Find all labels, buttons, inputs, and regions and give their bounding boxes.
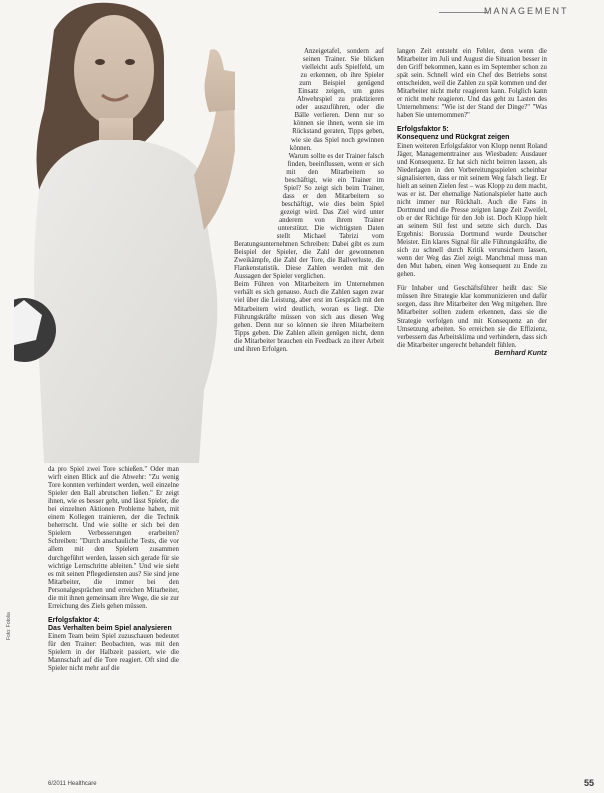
subheading-label: Erfolgsfaktor 5: <box>397 126 449 134</box>
paragraph: da pro Spiel zwei Tore schießen." Oder man wirft einen Blick auf die Abwehr: "Zu wenig Tore konnten verhindert werden, weil einzelne Spieler den Ball abrutschen ließen." Er zeigt ihnen, wie es besser geht, und lässt Spieler, die bei einzelnen Aktionen Probleme haben, mit einem Kollegen trainieren, der die Technik beherrscht. Und wie sollte er sich bei den Spielern Verbesserungen erarbeiten? Schreiben: "Durch anschauliche Tests, die vor allem mit den Spielern zusammen durchgeführt werden, lassen sich gerade für sie wichtige Lernschritte ableiten." Und wie sieht es mit seinen Pflegediensten aus? Sie sind jene Mitarbeiter, die immer bei den Personalgesprächen und erreichen Mitarbeiter, die mit ihnen gemeinsam ihre Wege, die sie zur Erreichung des Ziels gehen müssen. <box>48 466 179 610</box>
subheading-label: Erfolgsfaktor 4: <box>48 616 100 624</box>
woman-thumbs-up-photo <box>14 0 235 463</box>
subheading: Das Verhalten beim Spiel analysieren <box>48 624 172 632</box>
paragraph: Warum sollte es der Trainer falsch finden, beeinflussen, wenn er sich mit den Mitarbeitern so beschäftigt, wie ein Trainer im Spiel? So zeigt sich beim Trainer, dass er den Mitarbeitern so beschäftigt, wie dies beim Spiel gezeigt wird. Das Ziel wird unter anderem von ihrem Trainer unterstützt. Die wichtigsten Daten stellt Michael Tabrizi vom Beratungsunternehmen Schreiben: Dabei gibt es zum Beispiel der Spieler, die Zahl der gewonnenen Zweikämpfe, die Zahl der Tore, die Ballverluste, die Flankenstatistik. Diese Zahlen werden mit den Aussagen der Spieler verglichen. <box>234 152 384 281</box>
page-number: 55 <box>583 778 594 788</box>
paragraph: Einen weiteren Erfolgsfaktor von Klopp nennt Roland Jäger, Managementtrainer aus Wiesbaden: Ausdauer und Konsequenz. Er hat sich nicht beirren lassen, als Niederlagen in den Vorbereitungsspielen scheinbar signalisierten, dass er mit seinem Weg falsch liegt. Er hielt an seinen Zielen fest – was Klopp zu dem macht, was er ist. Der ehemalige Nationalspieler hatte auch nicht immer nur Rückhalt. Auch die Fans in Dortmund und die Presse zeigten lange Zeit Zweifel, ob er der Richtige für den Job ist. Doch Klopp hielt an seinem Stil fest und setzte sich durch. Das Ergebnis: Borussia Dortmund wurde Deutscher Meister. Ein klares Signal für alle Führungskräfte, die sich zu schnell durch Kritik verunsichern lassen, wenn der Weg das Ziel zeigt. Manchmal muss man den Mut haben, einen Weg konsequent zu Ende zu gehen. <box>397 142 547 279</box>
paragraph: Beim Führen von Mitarbeitern im Unternehmen verhält es sich genauso. Auch die Zahlen sagen zwar viel über die Leistung, aber erst im Gespräch mit den Mitarbeitern wird deutlich, woran es liegt. Die Führungskräfte müssen von sich aus diesen Weg gehen. Denn nur so können sie ihren Mitarbeitern Tipps geben. Die Zahlen allein genügen nicht, denn die Mitarbeiter brauchen ein Feedback zu ihrer Arbeit und ihren Erfolgen. <box>234 281 384 353</box>
footer-publication: 6/2011 Healthcare <box>48 781 97 787</box>
column-2 <box>234 48 384 354</box>
section-header: MANAGEMENT <box>484 6 569 16</box>
photo-credit: Foto: Fotolia <box>6 612 12 640</box>
header-rule <box>439 12 487 13</box>
paragraph: langen Zeit entsteht ein Fehler, denn wenn die Mitarbeiter im Juli und August die Situation besser in den Griff bekommen, kann es im September schon zu spät sein. Schnell wird ein Chef des Betriebs sonst entscheiden, weil die Zahlen zu spät kommen und der Mitarbeiter nicht mehr reagieren kann. Folglich kann er nicht mehr reagieren. Und das geht zu Lasten des Unternehmens: "Wie ist der Stand der Dinge?" "Was haben Sie unternommen?" <box>397 48 547 120</box>
paragraph: Einem Team beim Spiel zuzuschauen bedeutet für den Trainer: Beobachten, was mit den Spielern in der Halbzeit passiert, wie die Mannschaft auf die Tore reagiert. Oft sind die Spieler nicht mehr auf die <box>48 632 179 673</box>
author-name: Bernhard Kuntz <box>494 349 547 357</box>
paragraph: Anzeigetafel, sondern auf seinen Trainer. Sie blicken vielleicht aufs Spielfeld, um zu erkennen, ob ihre Spieler zum Beispiel genügend Einsatz zeigen, um gutes Abwehrspiel zu praktizieren oder auszuführen, oder die Bälle verlieren. Denn nur so können sie ihnen, wenn sie im Rückstand geraten, Tipps geben, wie sie das Spiel noch gewinnen können. <box>289 48 384 152</box>
column-3 <box>397 48 547 358</box>
paragraph: Für Inhaber und Geschäftsführer heißt das: Sie müssen ihre Strategie klar kommunizieren und dafür sorgen, dass ihre Mitarbeiter den Weg mitgehen. Ihre Mitarbeiter sollten zudem erkennen, dass sie die Strategie verfolgen und mit Konsequenz an der Umsetzung arbeiten. So erreichen sie die Effizienz, verbessern das Arbeitsklima und verhindern, dass sich die Mitarbeiter ungerecht behandelt fühlen. <box>397 285 547 349</box>
subheading: Konsequenz und Rückgrat zeigen <box>397 134 510 142</box>
column-1 <box>48 466 179 673</box>
